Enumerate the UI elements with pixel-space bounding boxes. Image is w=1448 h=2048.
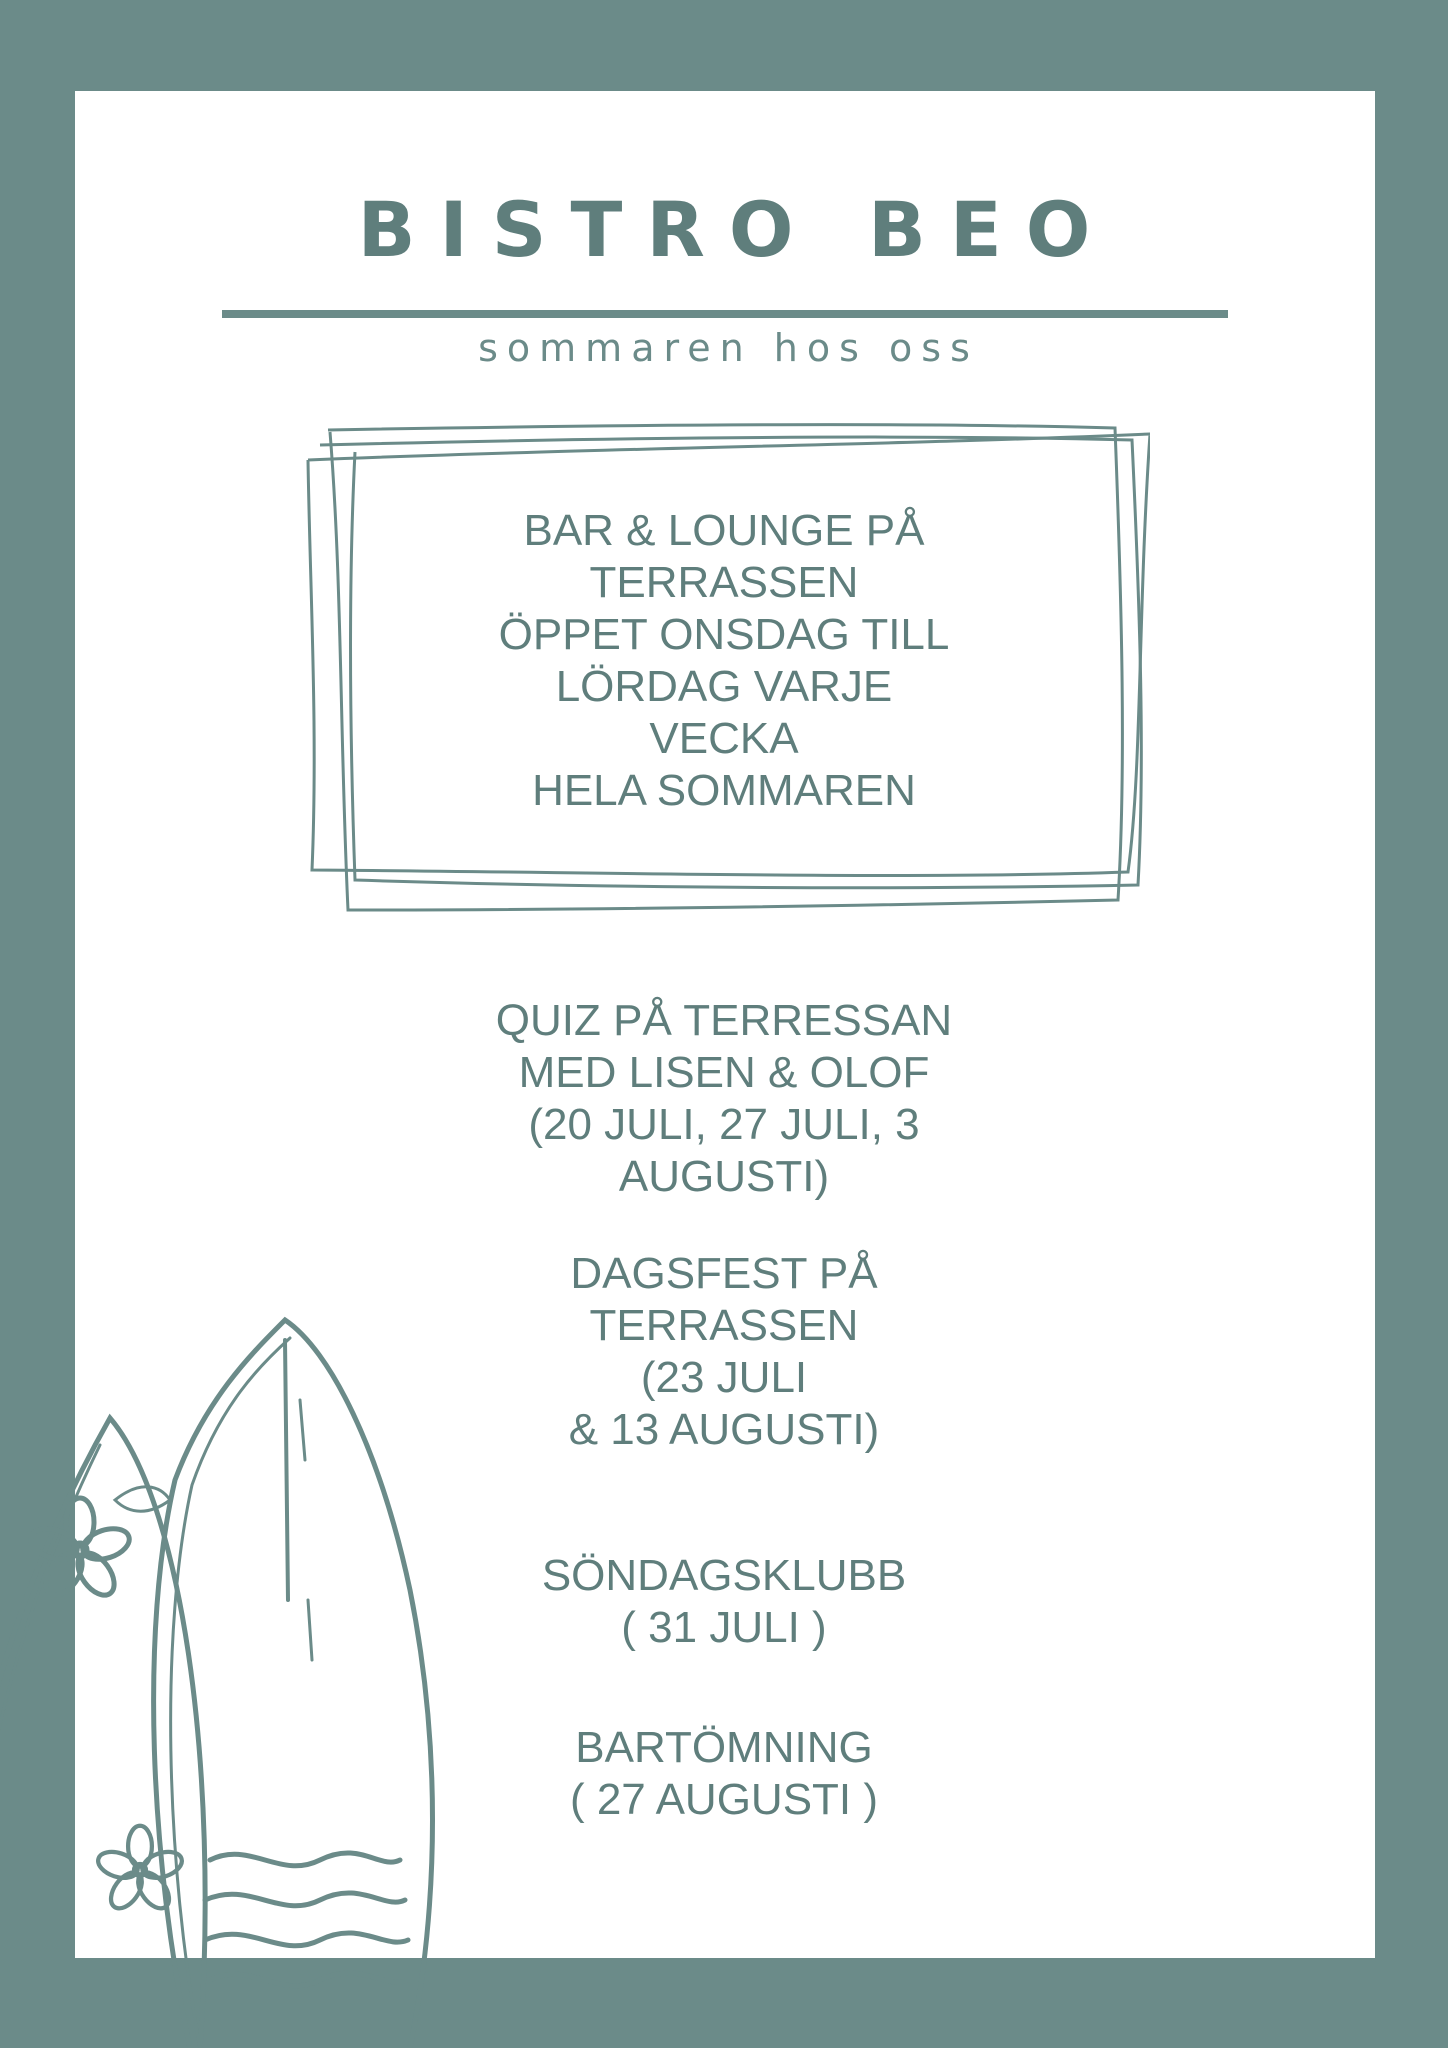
event-line: SÖNDAGSKLUBB bbox=[541, 1551, 907, 1600]
page-title: BISTRO BEO bbox=[357, 185, 1115, 274]
event-line: & 13 AUGUSTI) bbox=[568, 1405, 880, 1454]
event-line: DAGSFEST PÅ bbox=[570, 1249, 878, 1298]
title-divider bbox=[222, 310, 1228, 318]
highlight-line: HELA SOMMAREN bbox=[532, 766, 916, 815]
event-line: ( 31 JULI ) bbox=[621, 1603, 827, 1652]
event-line: (23 JULI bbox=[640, 1353, 808, 1402]
event-line: MED LISEN & OLOF bbox=[518, 1048, 930, 1097]
event-line: ( 27 AUGUSTI ) bbox=[569, 1775, 879, 1824]
event-line: (20 JULI, 27 JULI, 3 bbox=[528, 1100, 920, 1149]
event-line: TERRASSEN bbox=[589, 1301, 859, 1350]
highlight-line: BAR & LOUNGE PÅ bbox=[523, 506, 925, 555]
event-bartomning bbox=[0, 1722, 1448, 1826]
event-line: QUIZ PÅ TERRESSAN bbox=[495, 996, 953, 1045]
highlight-line: TERRASSEN bbox=[589, 558, 859, 607]
highlight-line: LÖRDAG VARJE bbox=[555, 662, 893, 711]
event-dagsfest bbox=[0, 1248, 1448, 1456]
event-sondagsklubb bbox=[0, 1550, 1448, 1654]
event-line: AUGUSTI) bbox=[618, 1152, 830, 1201]
highlight-line: ÖPPET ONSDAG TILL bbox=[498, 610, 950, 659]
event-line: BARTÖMNING bbox=[575, 1723, 873, 1772]
page-subtitle: sommaren hos oss bbox=[478, 326, 979, 370]
highlight-block bbox=[0, 505, 1448, 817]
highlight-line: VECKA bbox=[649, 714, 799, 763]
event-quiz bbox=[0, 995, 1448, 1203]
